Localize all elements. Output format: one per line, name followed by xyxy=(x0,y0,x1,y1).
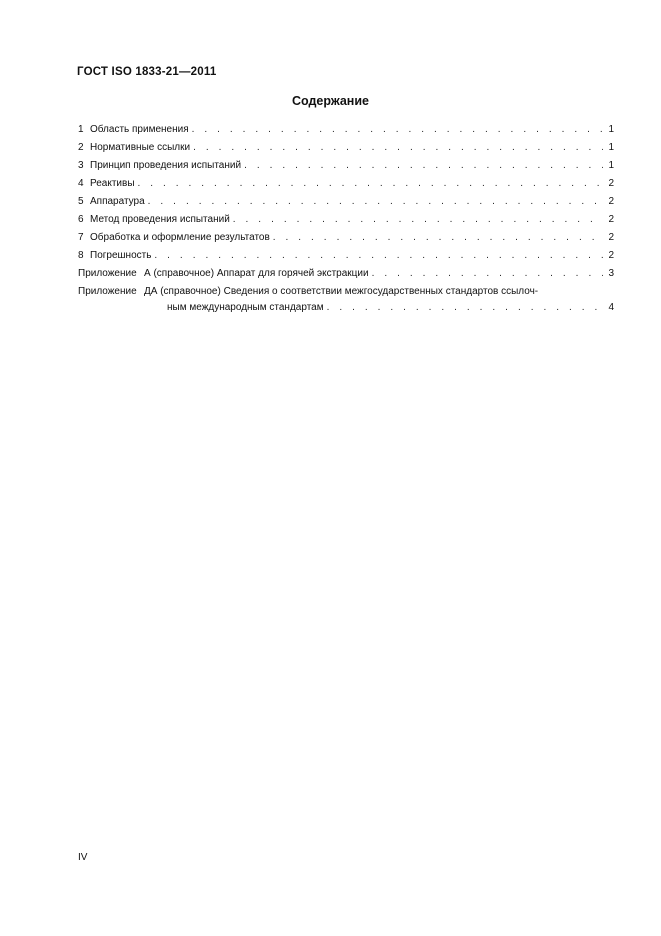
dot-leader xyxy=(372,265,603,283)
page-number: IV xyxy=(78,852,88,863)
toc-entry-title: Область применения xyxy=(90,124,189,135)
toc-entry-title: Метод проведения испытаний xyxy=(90,214,230,225)
table-of-contents xyxy=(78,121,614,317)
toc-entry xyxy=(78,229,614,247)
toc-entry xyxy=(78,175,614,193)
toc-entry-title: Реактивы xyxy=(90,178,135,189)
appendix-prefix: Приложение xyxy=(78,268,137,279)
toc-entry xyxy=(78,157,614,175)
toc-entry xyxy=(78,121,614,139)
dot-leader xyxy=(138,175,603,193)
toc-entry-number: 3 xyxy=(78,160,84,171)
toc-entry-page: 1 xyxy=(608,160,614,171)
appendix-title-line2: ным международным стандартам xyxy=(167,302,324,313)
toc-entry-page: 2 xyxy=(608,196,614,207)
toc-entry-title: Нормативные ссылки xyxy=(90,142,191,153)
toc-entry-title: Аппаратура xyxy=(90,196,145,207)
appendix-title-line1: ДА (справочное) Сведения о соответствии межгосударственных стандартов ссылоч- xyxy=(144,286,539,297)
toc-entry-number: 1 xyxy=(78,124,84,135)
toc-entry-page: 4 xyxy=(608,302,614,313)
dot-leader xyxy=(193,139,603,157)
dot-leader xyxy=(233,211,603,229)
toc-entry-page: 2 xyxy=(608,214,614,225)
dot-leader xyxy=(244,157,603,175)
toc-entry xyxy=(78,211,614,229)
toc-entry-number: 2 xyxy=(78,142,84,153)
dot-leader xyxy=(154,247,603,265)
toc-entry xyxy=(78,139,614,157)
toc-entry-page: 1 xyxy=(608,142,614,153)
toc-entry-page: 1 xyxy=(608,124,614,135)
toc-entry-title: Погрешность xyxy=(90,250,152,261)
toc-entry-page: 2 xyxy=(608,250,614,261)
toc-entry xyxy=(78,193,614,211)
dot-leader xyxy=(192,121,603,139)
toc-entry-page: 2 xyxy=(608,232,614,243)
toc-entry xyxy=(78,247,614,265)
toc-entry-number: 8 xyxy=(78,250,84,261)
document-header: ГОСТ ISO 1833-21—2011 xyxy=(77,66,217,78)
appendix-prefix: Приложение xyxy=(78,286,137,297)
dot-leader xyxy=(273,229,603,247)
toc-appendix-da xyxy=(78,283,614,317)
toc-entry-title: Принцип проведения испытаний xyxy=(90,160,242,171)
toc-entry-title: Обработка и оформление результатов xyxy=(90,232,270,243)
toc-entry-page: 3 xyxy=(608,268,614,279)
page-title: Содержание xyxy=(291,94,369,108)
dot-leader xyxy=(327,299,603,317)
toc-entry-page: 2 xyxy=(608,178,614,189)
appendix-title: А (справочное) Аппарат для горячей экстракции xyxy=(144,268,369,279)
toc-entry-number: 6 xyxy=(78,214,84,225)
dot-leader xyxy=(148,193,603,211)
toc-appendix-a xyxy=(78,265,614,283)
toc-entry-number: 5 xyxy=(78,196,84,207)
toc-entry-number: 7 xyxy=(78,232,84,243)
toc-entry-number: 4 xyxy=(78,178,84,189)
